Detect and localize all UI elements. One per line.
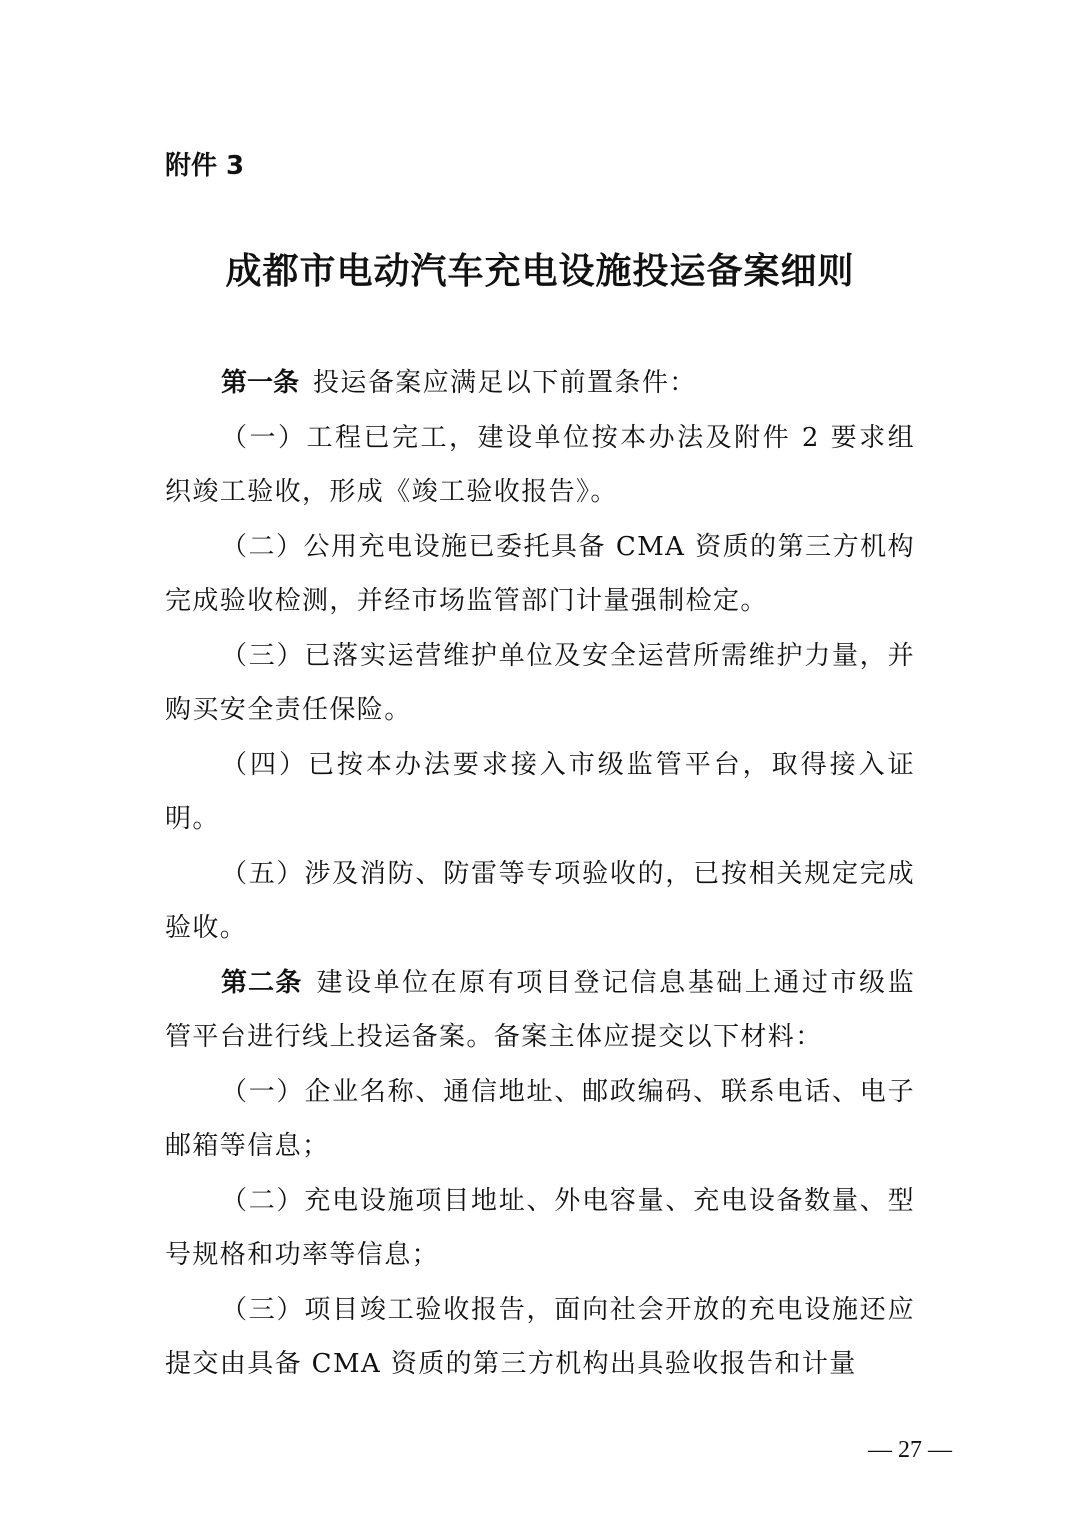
paragraph-text: （二）公用充电设施已委托具备 CMA 资质的第三方机构完成验收检测，并经市场监管部门计量强制检定。	[165, 531, 915, 616]
article-heading: 第二条	[221, 967, 303, 998]
paragraph-text: （三）已落实运营维护单位及安全运营所需维护力量，并购买安全责任保险。	[165, 640, 915, 725]
paragraph-text: （四）已按本办法要求接入市级监管平台，取得接入证明。	[165, 749, 915, 834]
paragraph-text: （一）工程已完工，建设单位按本办法及附件 2 要求组织竣工验收，形成《竣工验收报告》。	[165, 422, 915, 507]
paragraph-item	[165, 520, 915, 629]
paragraph-text: 建设单位在原有项目登记信息基础上通过市级监管平台进行线上投运备案。备案主体应提交以下材料：	[165, 967, 915, 1052]
article-heading: 第一条	[221, 368, 300, 398]
page-number: — 27 —	[868, 1437, 952, 1463]
paragraph-item	[165, 1065, 915, 1174]
document-title: 成都市电动汽车充电设施投运备案细则	[225, 251, 855, 292]
paragraph-item	[165, 738, 915, 847]
paragraph-item	[165, 1174, 915, 1283]
paragraph-article-1	[165, 356, 915, 411]
paragraph-item	[165, 847, 915, 956]
paragraph-item	[165, 1283, 915, 1392]
paragraph-item	[165, 411, 915, 520]
paragraph-item	[165, 629, 915, 738]
annex-label: 附件 3	[165, 151, 245, 181]
document-body	[165, 356, 915, 1392]
paragraph-text: （五）涉及消防、防雷等专项验收的，已按相关规定完成验收。	[165, 858, 915, 943]
paragraph-text: 投运备案应满足以下前置条件：	[313, 368, 697, 398]
paragraph-article-2	[165, 956, 915, 1065]
paragraph-text: （三）项目竣工验收报告，面向社会开放的充电设施还应提交由具备 CMA 资质的第三方机构出具验收报告和计量	[165, 1294, 915, 1379]
paragraph-text: （二）充电设施项目地址、外电容量、充电设备数量、型号规格和功率等信息；	[165, 1185, 915, 1270]
paragraph-text: （一）企业名称、通信地址、邮政编码、联系电话、电子邮箱等信息；	[165, 1076, 915, 1161]
